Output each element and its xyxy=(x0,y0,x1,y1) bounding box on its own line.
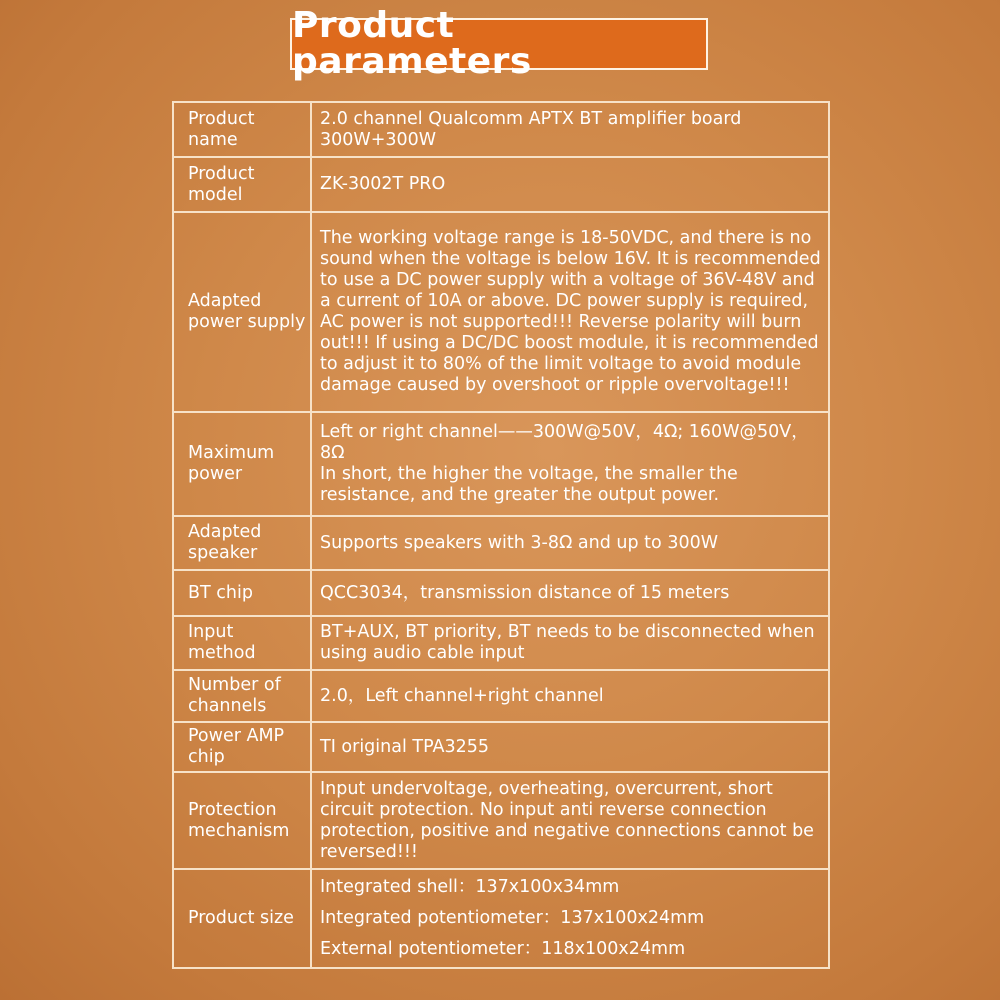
table-row xyxy=(173,670,829,722)
row-value: 2.0 channel Qualcomm APTX BT amplifier board 300W+300W xyxy=(311,102,829,157)
row-value: Input undervoltage, overheating, overcurrent, short circuit protection. No input anti reverse connection protection, positive and negative connections cannot be reversed!!! xyxy=(311,772,829,869)
row-label: BT chip xyxy=(173,570,311,616)
table-row xyxy=(173,157,829,212)
size-line: Integrated shell：137x100x34mm xyxy=(320,877,620,897)
row-label: Product model xyxy=(173,157,311,212)
row-label: Number of channels xyxy=(173,670,311,722)
table-row xyxy=(173,616,829,670)
row-label: Protection mechanism xyxy=(173,772,311,869)
table-row xyxy=(173,570,829,616)
row-value: BT+AUX, BT priority, BT needs to be disconnected when using audio cable input xyxy=(311,616,829,670)
row-value: QCC3034，transmission distance of 15 meters xyxy=(311,570,829,616)
size-line: External potentiometer：118x100x24mm xyxy=(320,939,686,959)
max-power-line: Left or right channel——300W@50V，4Ω; 160W@50V，8Ω xyxy=(320,422,809,463)
row-value: 2.0，Left channel+right channel xyxy=(311,670,829,722)
row-value: TI original TPA3255 xyxy=(311,722,829,772)
row-value xyxy=(311,869,829,968)
row-value: Supports speakers with 3-8Ω and up to 300W xyxy=(311,516,829,570)
row-label: Adapted power supply xyxy=(173,212,311,412)
table-row xyxy=(173,516,829,570)
table-row xyxy=(173,412,829,516)
row-value: The working voltage range is 18-50VDC, and there is no sound when the voltage is below 16V. It is recommended to use a DC power supply with a voltage of 36V-48V and a current of 10A or above. DC power supply is required, AC power is not supported!!! Reverse polarity will burn out!!! If using a DC/DC boost module, it is recommended to adjust it to 80% of the limit voltage to avoid module damage caused by overshoot or ripple overvoltage!!! xyxy=(311,212,829,412)
size-line: Integrated potentiometer：137x100x24mm xyxy=(320,908,705,928)
table-row xyxy=(173,869,829,968)
parameters-table xyxy=(172,101,830,969)
table-row xyxy=(173,212,829,412)
table-row xyxy=(173,722,829,772)
row-label: Maximum power xyxy=(173,412,311,516)
table-row xyxy=(173,102,829,157)
max-power-note: In short, the higher the voltage, the smaller the resistance, and the greater the output power. xyxy=(320,464,738,505)
row-label: Adapted speaker xyxy=(173,516,311,570)
row-label: Input method xyxy=(173,616,311,670)
row-value xyxy=(311,412,829,516)
row-value: ZK-3002T PRO xyxy=(311,157,829,212)
row-label: Product size xyxy=(173,869,311,968)
row-label: Product name xyxy=(173,102,311,157)
page-title: Product parameters xyxy=(292,5,532,82)
title-banner xyxy=(290,5,708,82)
table-row xyxy=(173,772,829,869)
row-label: Power AMP chip xyxy=(173,722,311,772)
